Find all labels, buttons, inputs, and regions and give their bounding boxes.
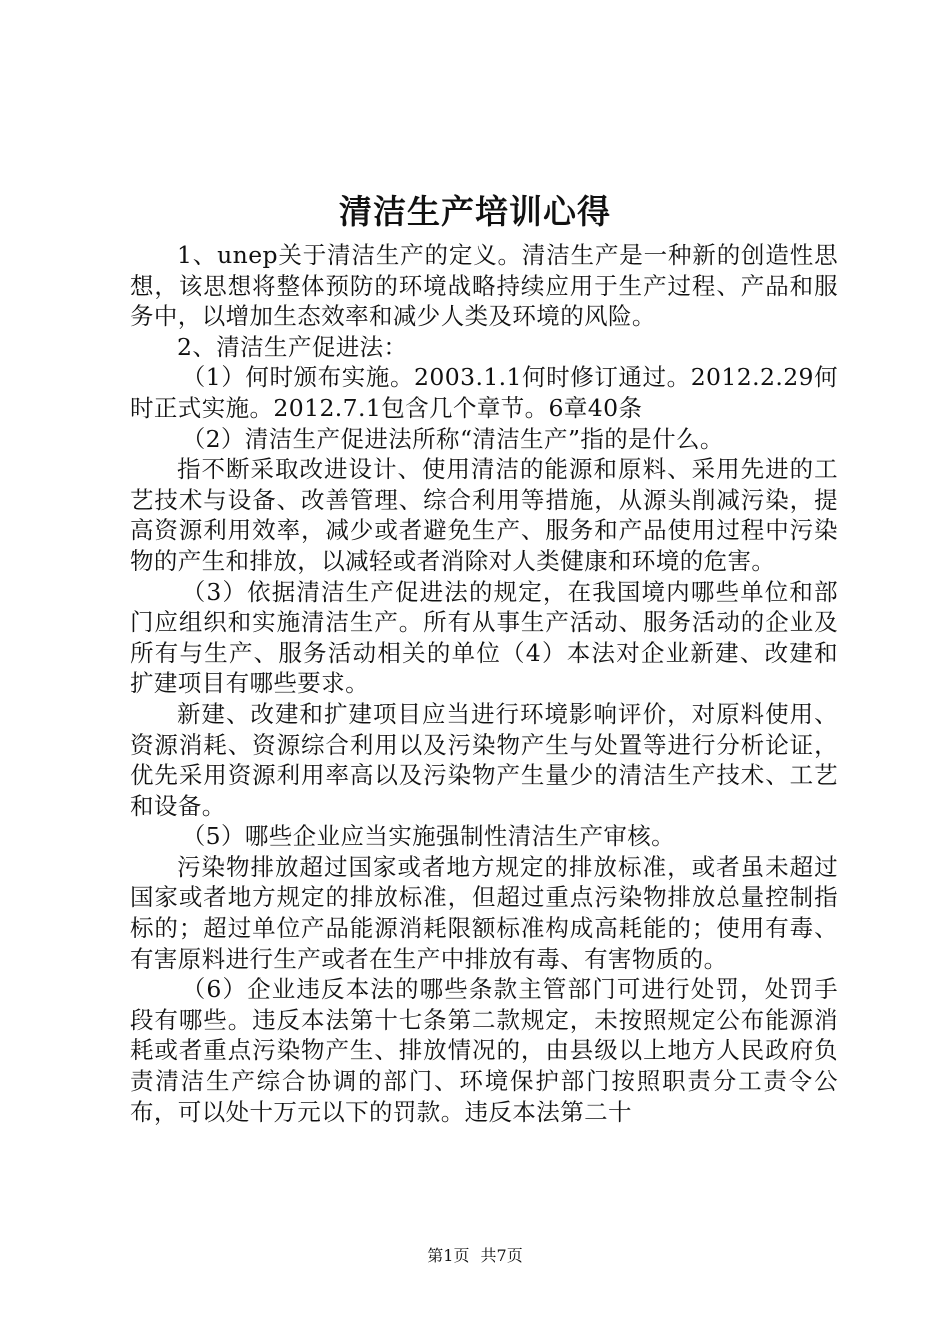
paragraph-q2-question: （2）清洁生产促进法所称“清洁生产”指的是什么。 — [181, 424, 724, 453]
page-footer — [0, 1243, 950, 1266]
page-number-total: 共7页 — [480, 1246, 523, 1265]
paragraph-q5-question: （5）哪些企业应当实施强制性清洁生产审核。 — [181, 822, 676, 851]
document-title: 清洁生产培训心得 — [339, 192, 611, 231]
paragraph-definition: 1、unep关于清洁生产的定义。清洁生产是一种新的创造性思想，该思想将整体预防的环境战略持续应用于生产过程、产品和服务中，以增加生态效率和减少人类及环境的风险。 — [130, 241, 838, 331]
document-body — [130, 240, 838, 1127]
paragraph-q6: （6）企业违反本法的哪些条款主管部门可进行处罚，处罚手段有哪些。违反本法第十七条第二款规定，未按照规定公布能源消耗或者重点污染物产生、排放情况的，由县级以上地方人民政府负责清洁生产综合协调的部门、环境保护部门按照职责分工责令公布，可以处十万元以下的罚款。违反本法第二十 — [130, 975, 838, 1126]
paragraph-q1-dates: （1）何时颁布实施。2003.1.1何时修订通过。2012.2.29何时正式实施。2012.7.1包含几个章节。6章40条 — [130, 363, 838, 422]
paragraph-q5-answer: 污染物排放超过国家或者地方规定的排放标准，或者虽未超过国家或者地方规定的排放标准，但超过重点污染物排放总量控制指标的；超过单位产品能源消耗限额标准构成高耗能的；使用有毒、有害原料进行生产或者在生产中排放有毒、有害物质的。 — [130, 852, 838, 973]
page-number-current: 第1页 — [427, 1246, 470, 1265]
paragraph-q4-answer: 新建、改建和扩建项目应当进行环境影响评价，对原料使用、资源消耗、资源综合利用以及污染物产生与处置等进行分析论证，优先采用资源利用率高以及污染物产生量少的清洁生产技术、工艺和设备。 — [130, 699, 838, 820]
paragraph-q3-q4: （3）依据清洁生产促进法的规定，在我国境内哪些单位和部门应组织和实施清洁生产。所有从事生产活动、服务活动的企业及所有与生产、服务活动相关的单位（4）本法对企业新建、改建和扩建项目有哪些要求。 — [130, 577, 838, 698]
paragraph-q2-answer: 指不断采取改进设计、使用清洁的能源和原料、采用先进的工艺技术与设备、改善管理、综合利用等措施，从源头削减污染，提高资源利用效率，减少或者避免生产、服务和产品使用过程中污染物的产生和排放，以减轻或者消除对人类健康和环境的危害。 — [130, 455, 838, 575]
paragraph-law-heading: 2、清洁生产促进法： — [177, 332, 408, 361]
